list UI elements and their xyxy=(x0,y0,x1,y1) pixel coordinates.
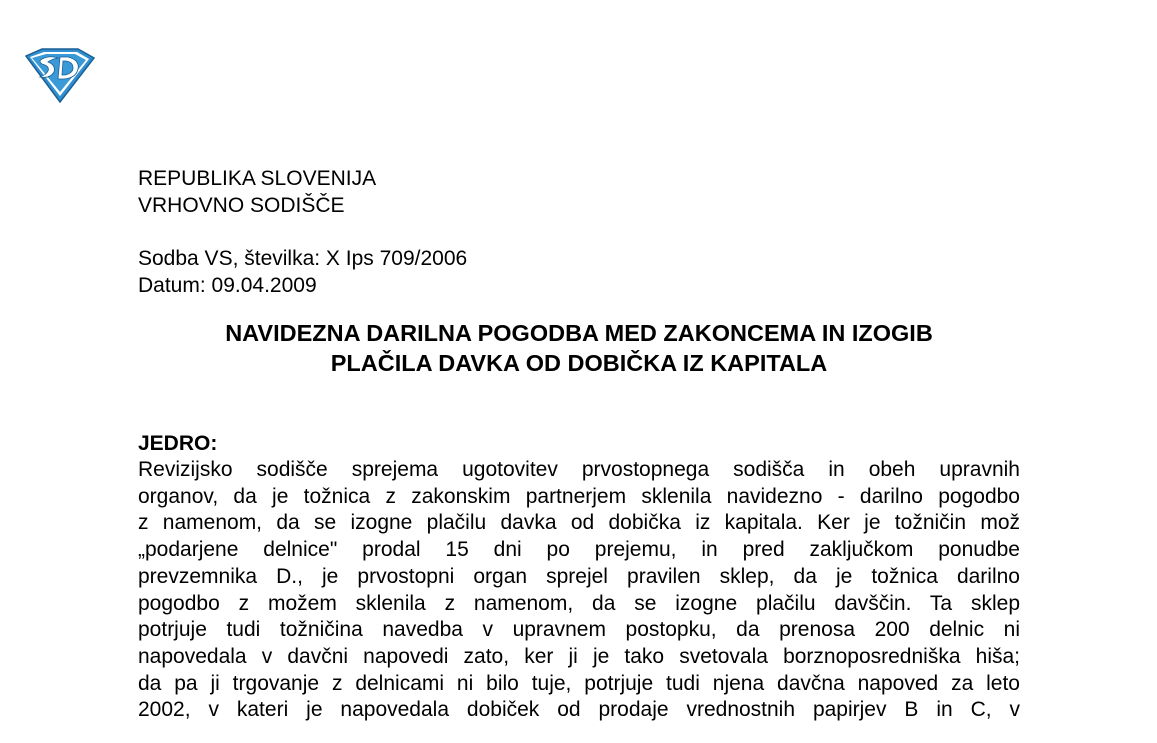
document-title xyxy=(138,318,1020,378)
jedro-line: z namenom, da se izogne plačilu davka od dobička iz kapitala. Ker je tožničin mož xyxy=(138,511,1020,535)
jedro-line: „podarjene delnice" prodal 15 dni po prejemu, in pred zaključkom ponudbe xyxy=(138,538,1020,562)
jedro-line: napovedala v davčni napovedi zato, ker ji je tako svetovala borznoposredniška hiša; xyxy=(138,644,1020,668)
court-logo xyxy=(22,46,96,104)
jedro-line: prevzemnika D., je prvostopni organ sprejel pravilen sklep, da je tožnica darilno xyxy=(138,564,1020,588)
header-court: VRHOVNO SODIŠČE xyxy=(138,194,345,217)
document-body xyxy=(138,165,1020,724)
jedro-heading: JEDRO: xyxy=(138,432,218,455)
jedro-paragraph xyxy=(138,457,1020,724)
jedro-line: Revizijsko sodišče sprejema ugotovitev prvostopnega sodišča in obeh upravnih xyxy=(138,458,1020,481)
case-number: Sodba VS, številka: X Ips 709/2006 xyxy=(138,247,468,270)
header-republic: REPUBLIKA SLOVENIJA xyxy=(138,167,377,190)
decision-date: Datum: 09.04.2009 xyxy=(138,274,317,297)
jedro-line: organov, da je tožnica z zakonskim partnerjem sklenila navidezno - darilno pogodbo xyxy=(138,484,1020,508)
jedro-line: potrjuje tudi tožničina navedba v upravnem postopku, da prenosa 200 delnic ni xyxy=(138,618,1020,642)
title-line-1: NAVIDEZNA DARILNA POGODBA MED ZAKONCEMA IN IZOGIB xyxy=(225,320,933,346)
jedro-line: pogodbo z možem sklenila z namenom, da se izogne plačilu davščin. Ta sklep xyxy=(138,591,1020,615)
title-line-2: PLAČILA DAVKA OD DOBIČKA IZ KAPITALA xyxy=(330,350,828,376)
jedro-line: 2002, v kateri je napovedala dobiček od prodaje vrednostnih papirjev B in C, v xyxy=(138,698,1020,722)
jedro-line: da pa ji trgovanje z delnicami ni bilo tuje, potrjuje tudi njena davčna napoved za leto xyxy=(138,671,1020,695)
sd-shield-icon xyxy=(22,46,96,104)
